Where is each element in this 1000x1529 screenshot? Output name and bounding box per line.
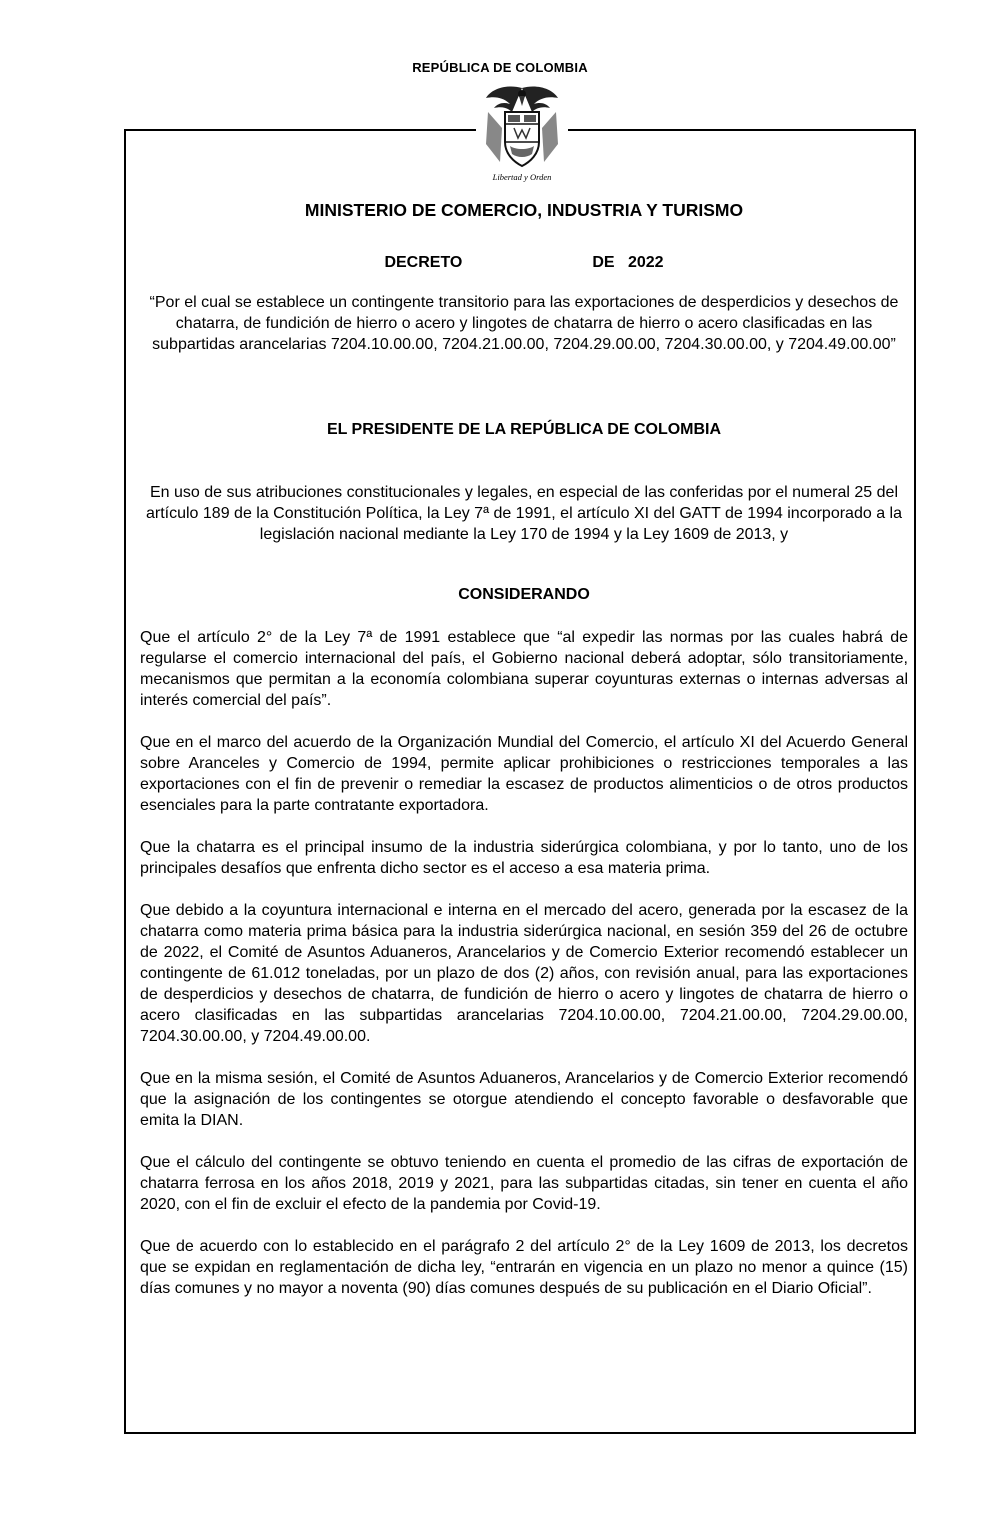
- decree-year: 2022: [627, 254, 664, 271]
- country-heading: REPÚBLICA DE COLOMBIA: [412, 60, 588, 75]
- consideration-paragraph: Que debido a la coyuntura internacional e interna en el mercado del acero, generada por la escasez de la chatarra como materia prima básica para la industria siderúrgica nacional, en sesión 359 del 26 de octubre de 2022, el Comité de Asuntos Aduaneros, Arancelarios y de Comercio Exterior recomendó establecer un contingente de 61.012 toneladas, por un plazo de dos (2) años, con revisión anual, para las exportaciones de desperdicios y desechos de chatarra, de fundición de hierro o acero y lingotes de chatarra de hierro o acero clasificadas en las subpartidas arancelarias 7204.10.00.00, 7204.21.00.00, 7204.29.00.00, 7204.30.00.00, y 7204.49.00.00.: [140, 902, 908, 1045]
- coat-of-arms-colombia-icon: [478, 82, 566, 184]
- consideration-paragraph: Que la chatarra es el principal insumo de la industria siderúrgica colombiana, y por lo tanto, uno de los principales desafíos que enfrenta dicho sector es el acceso a esa materia prima.: [140, 839, 908, 877]
- decree-title: “Por el cual se establece un contingente transitorio para las exportaciones de desperdicios y desechos de chatarra, de fundición de hierro o acero y lingotes de chatarra de hierro o acero clasificadas en las subpartidas arancelarias 7204.10.00.00, 7204.21.00.00, 7204.29.00.00, 7204.30.00.00, y 7204.49.00.00”: [149, 294, 899, 353]
- consideration-paragraph: Que en la misma sesión, el Comité de Asuntos Aduaneros, Arancelarios y de Comercio Exterior recomendó que la asignación de los contingentes se otorgue atendiendo el concepto favorable o desfavorable que emita la DIAN.: [140, 1070, 908, 1129]
- ministry-heading: MINISTERIO DE COMERCIO, INDUSTRIA Y TURISMO: [304, 200, 744, 220]
- powers-paragraph: En uso de sus atribuciones constitucionales y legales, en especial de las conferidas por el numeral 25 del artículo 189 de la Constitución Política, la Ley 7ª de 1991, el artículo XI del GATT de 1994 incorporado a la legislación nacional mediante la Ley 170 de 1994 y la Ley 1609 de 2013, y: [145, 484, 902, 543]
- consideration-paragraph: Que el cálculo del contingente se obtuvo teniendo en cuenta el promedio de las cifras de exportación de chatarra ferrosa en los años 2018, 2019 y 2021, para las subpartidas citadas, sin tener en cuenta el año 2020, con el fin de excluir el efecto de la pandemia por Covid-19.: [140, 1154, 908, 1213]
- considerando-heading: CONSIDERANDO: [458, 586, 590, 603]
- decree-de: DE: [592, 254, 615, 271]
- consideration-paragraph: Que de acuerdo con lo establecido en el parágrafo 2 del artículo 2° de la Ley 1609 de 2013, los decretos que se expidan en reglamentación de dicha ley, “entrarán en vigencia en un plazo no menor a quince (15) días comunes y no mayor a noventa (90) días comunes después de su publicación en el Diario Oficial”.: [140, 1238, 908, 1297]
- consideration-paragraph: Que el artículo 2° de la Ley 7ª de 1991 establece que “al expedir las normas por las cuales habrá de regularse el comercio internacional del país, el Gobierno nacional deberá adoptar, sólo transitoriamente, mecanismos que permitan a la economía colombiana superar coyunturas externas o internas adversas al interés comercial del país”.: [140, 629, 908, 709]
- consideration-paragraph: Que en el marco del acuerdo de la Organización Mundial del Comercio, el artículo XI del Acuerdo General sobre Aranceles y Comercio de 1994, permite aplicar prohibiciones o restricciones temporales a las exportaciones con el fin de prevenir o remediar la escasez de productos alimenticios o de otros productos esenciales para la parte contratante exportadora.: [140, 734, 908, 814]
- decree-label: DECRETO: [384, 254, 463, 271]
- president-heading: EL PRESIDENTE DE LA REPÚBLICA DE COLOMBIA: [326, 421, 722, 438]
- considerations-list: [140, 627, 908, 1320]
- seal-motto: Libertad y Orden: [492, 172, 552, 182]
- decree-line: [140, 254, 908, 272]
